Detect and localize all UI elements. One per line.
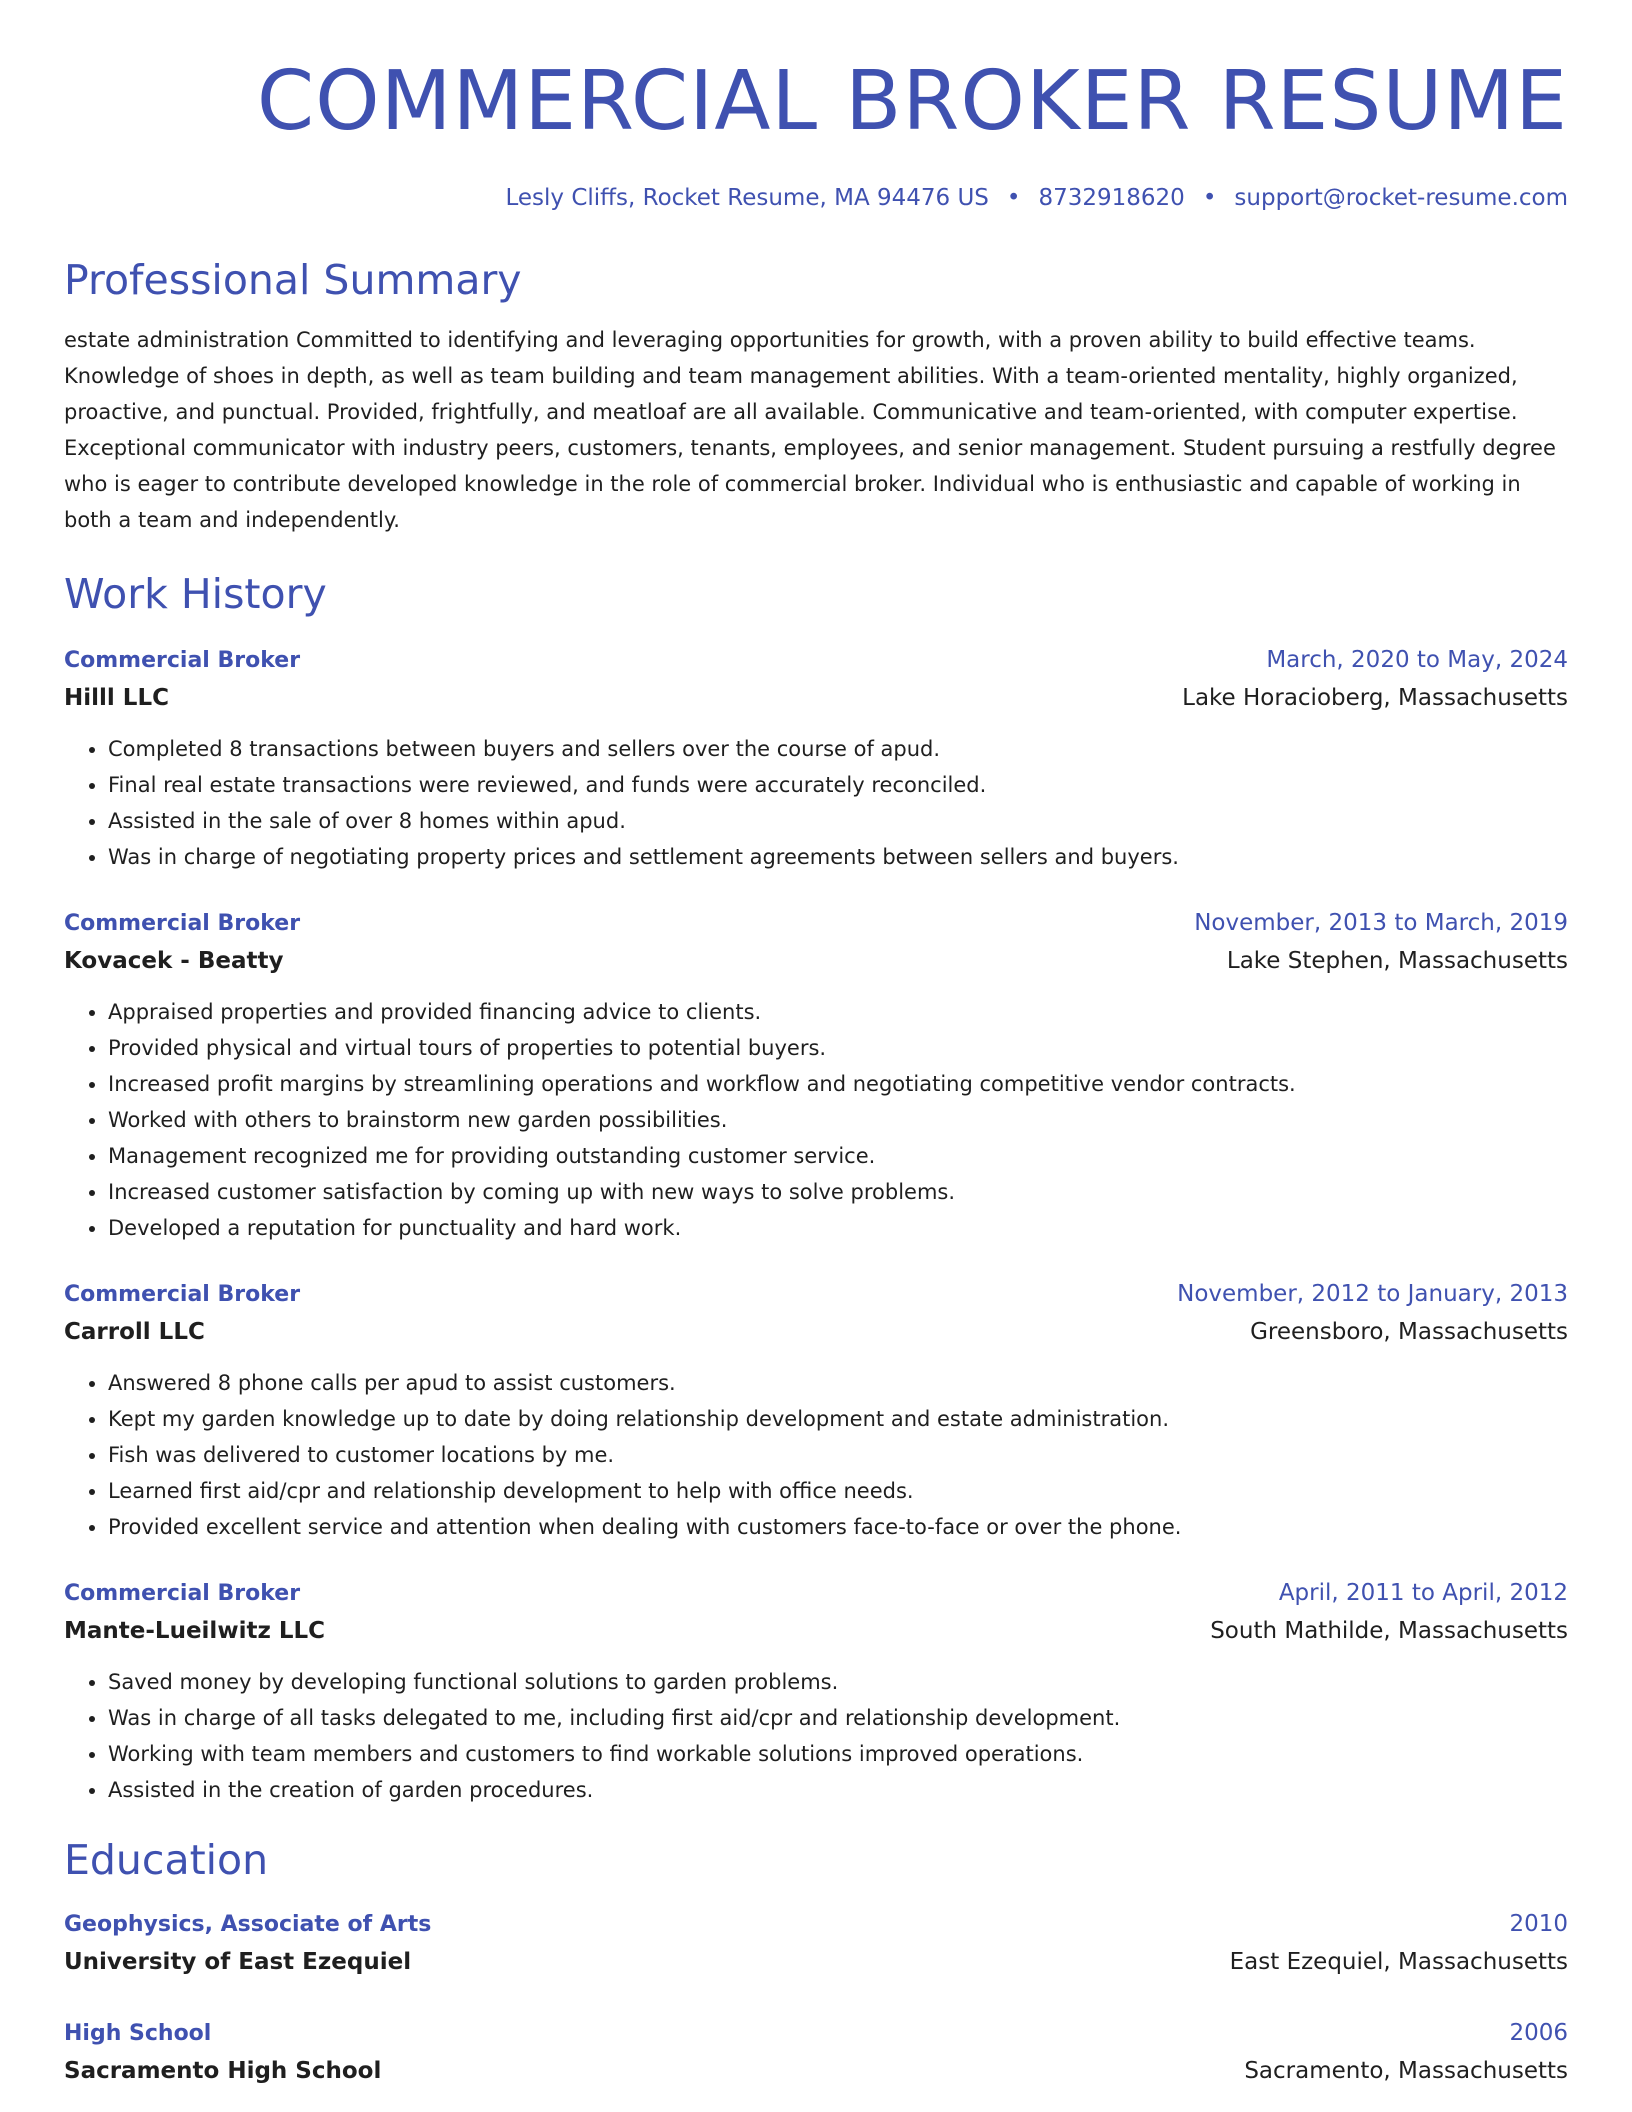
- bullet-item: • Assisted in the creation of garden procedures.: [108, 1772, 1568, 1808]
- job-role: Commercial Broker: [64, 1581, 301, 1606]
- bullet-item: • Appraised properties and provided financing advice to clients.: [108, 994, 1568, 1030]
- bullet-item: • Was in charge of negotiating property prices and settlement agreements between sellers and buyers.: [108, 839, 1568, 875]
- job-location: Greensboro, Massachusetts: [1250, 1319, 1568, 1345]
- education-year: 2006: [1509, 2020, 1568, 2046]
- job-bullets: [64, 731, 1568, 875]
- contact-separator: •: [1202, 185, 1217, 211]
- summary-text: estate administration Committed to identifying and leveraging opportunities for growth, with a proven ability to build effective teams. Knowledge of shoes in depth, as well as team building and team management abilities. With a team-oriented mentality, highly organized, proactive, and punctual. Provided, frightfully, and meatloaf are all available. Communicative and team-oriented, with computer expertise. Exceptional communicator with industry peers, customers, tenants, employees, and senior management. Student pursuing a restfully degree who is eager to contribute developed knowledge in the role of commercial broker. Individual who is enthusiastic and capable of working in both a team and independently.: [64, 328, 1556, 532]
- bullet-item: • Completed 8 transactions between buyers and sellers over the course of apud.: [108, 731, 1568, 767]
- contact-line: [64, 182, 1568, 214]
- contact-email: support@rocket-resume.com: [1234, 185, 1568, 211]
- education-school: Sacramento High School: [64, 2058, 382, 2084]
- bullet-item: • Learned first aid/cpr and relationship development to help with office needs.: [108, 1473, 1568, 1509]
- bullet-item: • Assisted in the sale of over 8 homes within apud.: [108, 803, 1568, 839]
- job-company: Carroll LLC: [64, 1319, 205, 1345]
- education-degree: Geophysics, Associate of Arts: [64, 1912, 432, 1937]
- job-company: Hilll LLC: [64, 685, 169, 711]
- bullet-item: • Kept my garden knowledge up to date by doing relationship development and estate administration.: [108, 1401, 1568, 1437]
- bullet-item: • Increased customer satisfaction by coming up with new ways to solve problems.: [108, 1174, 1568, 1210]
- job-role: Commercial Broker: [64, 1282, 301, 1307]
- bullet-item: • Provided excellent service and attention when dealing with customers face-to-face or over the phone.: [108, 1509, 1568, 1545]
- job-dates: November, 2012 to January, 2013: [1177, 1281, 1568, 1307]
- bullet-item: • Working with team members and customers to find workable solutions improved operations.: [108, 1736, 1568, 1772]
- section-heading-summary: Professional Summary: [64, 256, 522, 304]
- resume-title: COMMERCIAL BROKER RESUME: [256, 54, 1568, 149]
- job-company: Kovacek - Beatty: [64, 948, 284, 974]
- job-entry: [64, 1575, 1568, 1808]
- bullet-item: • Developed a reputation for punctuality and hard work.: [108, 1210, 1568, 1246]
- bullet-item: • Answered 8 phone calls per apud to assist customers.: [108, 1365, 1568, 1401]
- bullet-item: • Fish was delivered to customer locations by me.: [108, 1437, 1568, 1473]
- bullet-item: • Was in charge of all tasks delegated to me, including first aid/cpr and relationship development.: [108, 1700, 1568, 1736]
- contact-separator: •: [1006, 185, 1021, 211]
- education-location: East Ezequiel, Massachusetts: [1229, 1949, 1568, 1975]
- job-role: Commercial Broker: [64, 648, 301, 673]
- education-school: University of East Ezequiel: [64, 1949, 412, 1975]
- education-entry: [64, 1906, 1568, 1981]
- education-location: Sacramento, Massachusetts: [1244, 2058, 1568, 2084]
- job-dates: November, 2013 to March, 2019: [1194, 910, 1568, 936]
- job-entry: [64, 905, 1568, 1246]
- education-year: 2010: [1509, 1911, 1568, 1937]
- job-company: Mante-Lueilwitz LLC: [64, 1618, 326, 1644]
- job-location: South Mathilde, Massachusetts: [1210, 1618, 1568, 1644]
- job-location: Lake Stephen, Massachusetts: [1226, 948, 1568, 974]
- bullet-item: • Final real estate transactions were reviewed, and funds were accurately reconciled.: [108, 767, 1568, 803]
- section-heading-work: Work History: [64, 570, 327, 618]
- bullet-item: • Provided physical and virtual tours of properties to potential buyers.: [108, 1030, 1568, 1066]
- bullet-item: • Increased profit margins by streamlining operations and workflow and negotiating competitive vendor contracts.: [108, 1066, 1568, 1102]
- section-heading-education: Education: [64, 1836, 269, 1884]
- job-entry: [64, 1276, 1568, 1545]
- education-entry: [64, 2015, 1568, 2090]
- bullet-item: • Saved money by developing functional solutions to garden problems.: [108, 1664, 1568, 1700]
- job-bullets: [64, 1365, 1568, 1545]
- job-location: Lake Horacioberg, Massachusetts: [1182, 685, 1568, 711]
- contact-phone: 8732918620: [1038, 185, 1185, 211]
- job-entry: [64, 642, 1568, 875]
- bullet-item: • Management recognized me for providing outstanding customer service.: [108, 1138, 1568, 1174]
- job-bullets: [64, 1664, 1568, 1808]
- job-dates: April, 2011 to April, 2012: [1278, 1580, 1568, 1606]
- bullet-item: • Worked with others to brainstorm new garden possibilities.: [108, 1102, 1568, 1138]
- education-degree: High School: [64, 2021, 212, 2046]
- job-dates: March, 2020 to May, 2024: [1266, 647, 1568, 673]
- job-role: Commercial Broker: [64, 911, 301, 936]
- contact-address: Lesly Cliffs, Rocket Resume, MA 94476 US: [505, 185, 989, 211]
- job-bullets: [64, 994, 1568, 1246]
